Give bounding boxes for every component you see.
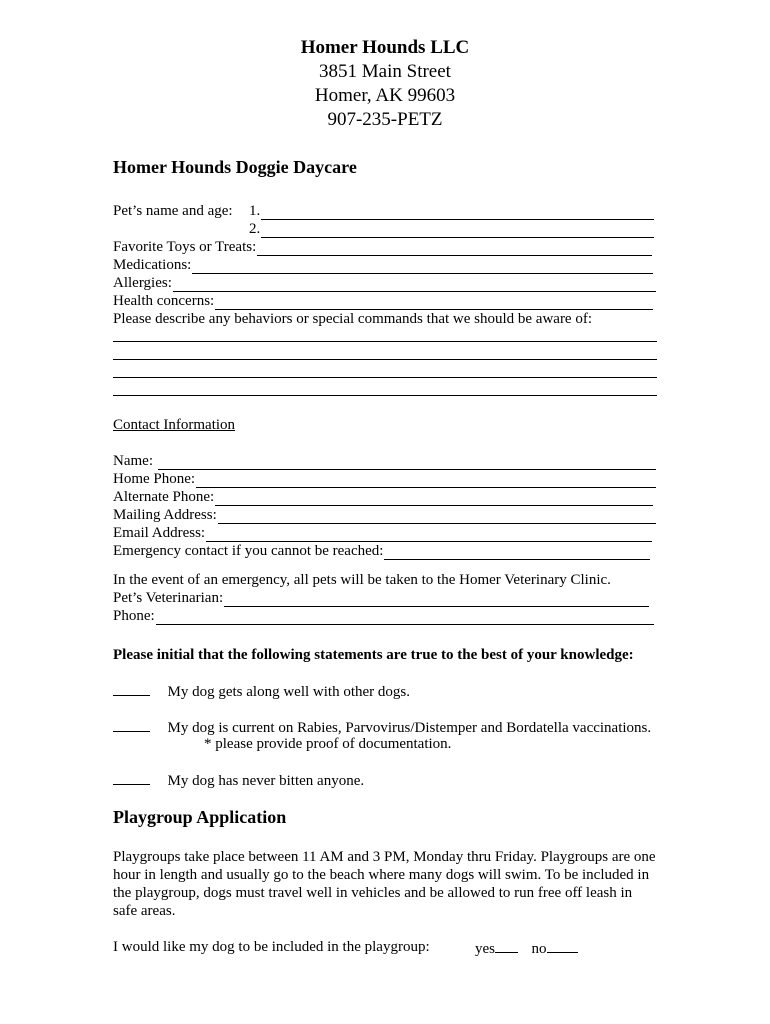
company-street: 3851 Main Street	[319, 61, 451, 82]
letterhead	[0, 36, 770, 132]
daycare-title: Homer Hounds Doggie Daycare	[113, 157, 357, 177]
email-field[interactable]	[206, 527, 652, 542]
home-phone-field[interactable]	[196, 473, 656, 488]
name-field[interactable]	[158, 455, 656, 470]
medications-field[interactable]	[192, 259, 653, 274]
pet-1-number: 1.	[249, 203, 261, 219]
playgroup-description: Playgroups take place between 11 AM and 3 PM, Monday thru Friday. Playgroups are one hour in length and usually go to the beach where many dogs will swim. To be included in the playgroup, dogs must travel well in vehicles and be allowed to run free off leash in safe areas.	[113, 849, 656, 919]
playgroup-title: Playgroup Application	[113, 807, 287, 827]
vet-label: Pet’s Veterinarian:	[113, 590, 224, 606]
contact-heading: Contact Information	[113, 417, 236, 433]
alt-phone-row	[113, 488, 653, 506]
initial-instruction: Please initial that the following statements are true to the best of your knowledge:	[113, 647, 634, 663]
statement-3	[113, 770, 364, 790]
emergency-note: In the event of an emergency, all pets will be taken to the Homer Veterinary Clinic.	[113, 572, 611, 588]
vet-field[interactable]	[224, 592, 649, 607]
toys-label: Favorite Toys or Treats:	[113, 239, 257, 255]
company-city: Homer, AK 99603	[314, 85, 456, 106]
vet-phone-field[interactable]	[156, 610, 654, 625]
pet-1-field[interactable]	[261, 205, 654, 220]
yes-blank[interactable]	[495, 938, 518, 953]
behaviors-line-2[interactable]	[113, 359, 657, 360]
playgroup-question: I would like my dog to be included in the playgroup:	[113, 939, 430, 955]
statement-2-note: * please provide proof of documentation.	[204, 736, 452, 752]
email-row	[113, 524, 652, 542]
emergency-row	[113, 542, 650, 560]
yes-label: yes	[475, 941, 495, 957]
pet-2-row	[249, 220, 654, 238]
company-phone: 907-235-PETZ	[327, 109, 443, 130]
health-label: Health concerns:	[113, 293, 215, 309]
statement-2-text: My dog is current on Rabies, Parvovirus/Distemper and Bordatella vaccinations.	[167, 720, 652, 736]
allergies-field[interactable]	[173, 277, 656, 292]
behaviors-line-1[interactable]	[113, 341, 657, 342]
pet-name-label: Pet’s name and age:	[113, 203, 233, 219]
behaviors-line-3[interactable]	[113, 377, 657, 378]
no-label: no	[531, 941, 547, 957]
statement-1-text: My dog gets along well with other dogs.	[167, 684, 410, 700]
emergency-label: Emergency contact if you cannot be reached:	[113, 543, 384, 559]
playgroup-answer	[475, 938, 578, 958]
vet-row	[113, 589, 649, 607]
initial-blank-2[interactable]	[113, 717, 150, 732]
mailing-field[interactable]	[218, 509, 656, 524]
alt-phone-field[interactable]	[215, 491, 653, 506]
behaviors-line-4[interactable]	[113, 395, 657, 396]
vet-phone-label: Phone:	[113, 608, 155, 624]
vet-phone-row	[113, 607, 654, 625]
allergies-row	[113, 274, 656, 292]
statement-1	[113, 681, 410, 701]
home-phone-label: Home Phone:	[113, 471, 196, 487]
toys-field[interactable]	[257, 241, 652, 256]
playgroup-question-row	[113, 938, 430, 956]
name-label: Name:	[113, 453, 157, 469]
medications-label: Medications:	[113, 257, 192, 273]
email-label: Email Address:	[113, 525, 206, 541]
statement-3-text: My dog has never bitten anyone.	[167, 773, 365, 789]
statement-2	[113, 717, 651, 737]
alt-phone-label: Alternate Phone:	[113, 489, 215, 505]
company-name: Homer Hounds LLC	[300, 37, 470, 58]
emergency-field[interactable]	[384, 545, 650, 560]
no-blank[interactable]	[547, 938, 578, 953]
health-row	[113, 292, 653, 310]
medications-row	[113, 256, 653, 274]
mailing-label: Mailing Address:	[113, 507, 217, 523]
pet-1-row	[113, 202, 654, 220]
pet-2-field[interactable]	[261, 223, 654, 238]
toys-row	[113, 238, 652, 256]
initial-blank-1[interactable]	[113, 681, 150, 696]
allergies-label: Allergies:	[113, 275, 172, 291]
behaviors-label: Please describe any behaviors or special commands that we should be aware of:	[113, 311, 593, 327]
mailing-row	[113, 506, 656, 524]
health-field[interactable]	[215, 295, 653, 310]
initial-blank-3[interactable]	[113, 770, 150, 785]
home-phone-row	[113, 470, 656, 488]
pet-2-number: 2.	[249, 221, 261, 237]
name-row	[113, 452, 656, 470]
